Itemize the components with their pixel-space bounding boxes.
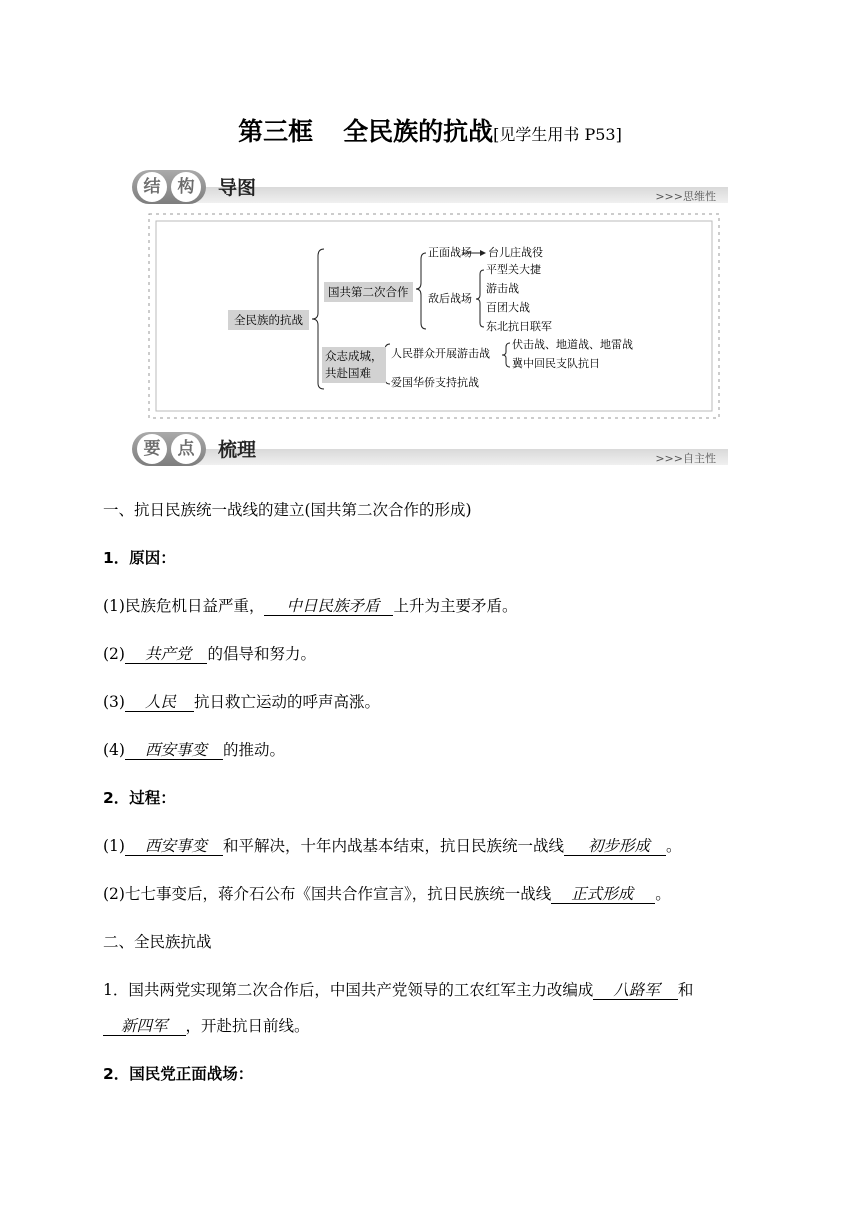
paragraph: 新四军 ，开赴抗日前线。 <box>103 1014 310 1036</box>
subheading: 2．过程： <box>103 789 176 807</box>
answer-blank: 正式形成 <box>551 885 655 904</box>
subheading: 1．原因： <box>103 549 176 567</box>
paragraph: (2) 共产党 的倡导和努力。 <box>103 645 316 663</box>
node-front-battlefield: 正面战场 <box>428 246 472 259</box>
page-title: 第三框 全民族的抗战[见学生用书 P53] <box>238 117 622 146</box>
answer-blank: 共产党 <box>125 645 208 664</box>
banner-label: 导图 <box>218 177 257 199</box>
node-leaf: 游击战 <box>486 282 519 295</box>
subheading: 2．国民党正面战场： <box>103 1065 254 1083</box>
root-node: 全民族的抗战 <box>228 310 309 330</box>
node-guerrilla: 人民群众开展游击战 <box>391 347 490 360</box>
section-heading: 二、全民族抗战 <box>103 933 212 951</box>
answer-blank: 西安事变 <box>125 741 223 760</box>
node-leaf: 冀中回民支队抗日 <box>512 357 600 370</box>
answer-blank: 初步形成 <box>564 837 666 856</box>
answer-blank: 中日民族矛盾 <box>264 597 393 616</box>
key-points-banner: 要 点 梳理 >>>自主性 <box>132 430 728 470</box>
banner-tag: >>>自主性 <box>655 452 716 465</box>
node-rear-battlefield: 敌后战场 <box>428 292 472 305</box>
paragraph: (2)七七事变后，蒋介石公布《国共合作宣言》，抗日民族统一战线 正式形成 。 <box>103 885 671 903</box>
answer-blank: 西安事变 <box>125 837 223 856</box>
node-overseas: 爱国华侨支持抗战 <box>391 376 479 389</box>
section-heading: 一、抗日民族统一战线的建立(国共第二次合作的形成) <box>103 501 472 519</box>
node-leaf: 平型关大捷 <box>486 263 541 276</box>
paragraph: (1) 西安事变 和平解决，十年内战基本结束，抗日民族统一战线 初步形成 。 <box>103 837 682 855</box>
page-reference: [见学生用书 P53] <box>493 125 622 144</box>
answer-blank: 人民 <box>125 693 194 712</box>
mind-map-diagram <box>146 211 722 423</box>
answer-blank: 新四军 <box>103 1017 186 1036</box>
paragraph: 1．国共两党实现第二次合作后，中国共产党领导的工农红军主力改编成 八路军 和 <box>103 981 694 999</box>
node-leaf: 东北抗日联军 <box>486 320 552 333</box>
node-cooperation: 国共第二次合作 <box>324 282 413 302</box>
node-united-effort: 众志成城， 共赴国难 <box>322 347 386 383</box>
node-leaf: 百团大战 <box>486 301 530 314</box>
answer-blank: 八路军 <box>593 981 678 1000</box>
node-taierzhuang: 台儿庄战役 <box>488 246 543 259</box>
banner-label: 梳理 <box>218 439 257 461</box>
banner-tag: >>>思维性 <box>655 190 716 203</box>
paragraph: (3) 人民 抗日救亡运动的呼声高涨。 <box>103 693 380 711</box>
paragraph: (4) 西安事变 的推动。 <box>103 741 285 759</box>
paragraph: (1)民族危机日益严重， 中日民族矛盾 上升为主要矛盾。 <box>103 597 518 615</box>
structure-banner: 结 构 导图 >>>思维性 <box>132 168 728 208</box>
node-leaf: 伏击战、地道战、地雷战 <box>512 338 633 351</box>
